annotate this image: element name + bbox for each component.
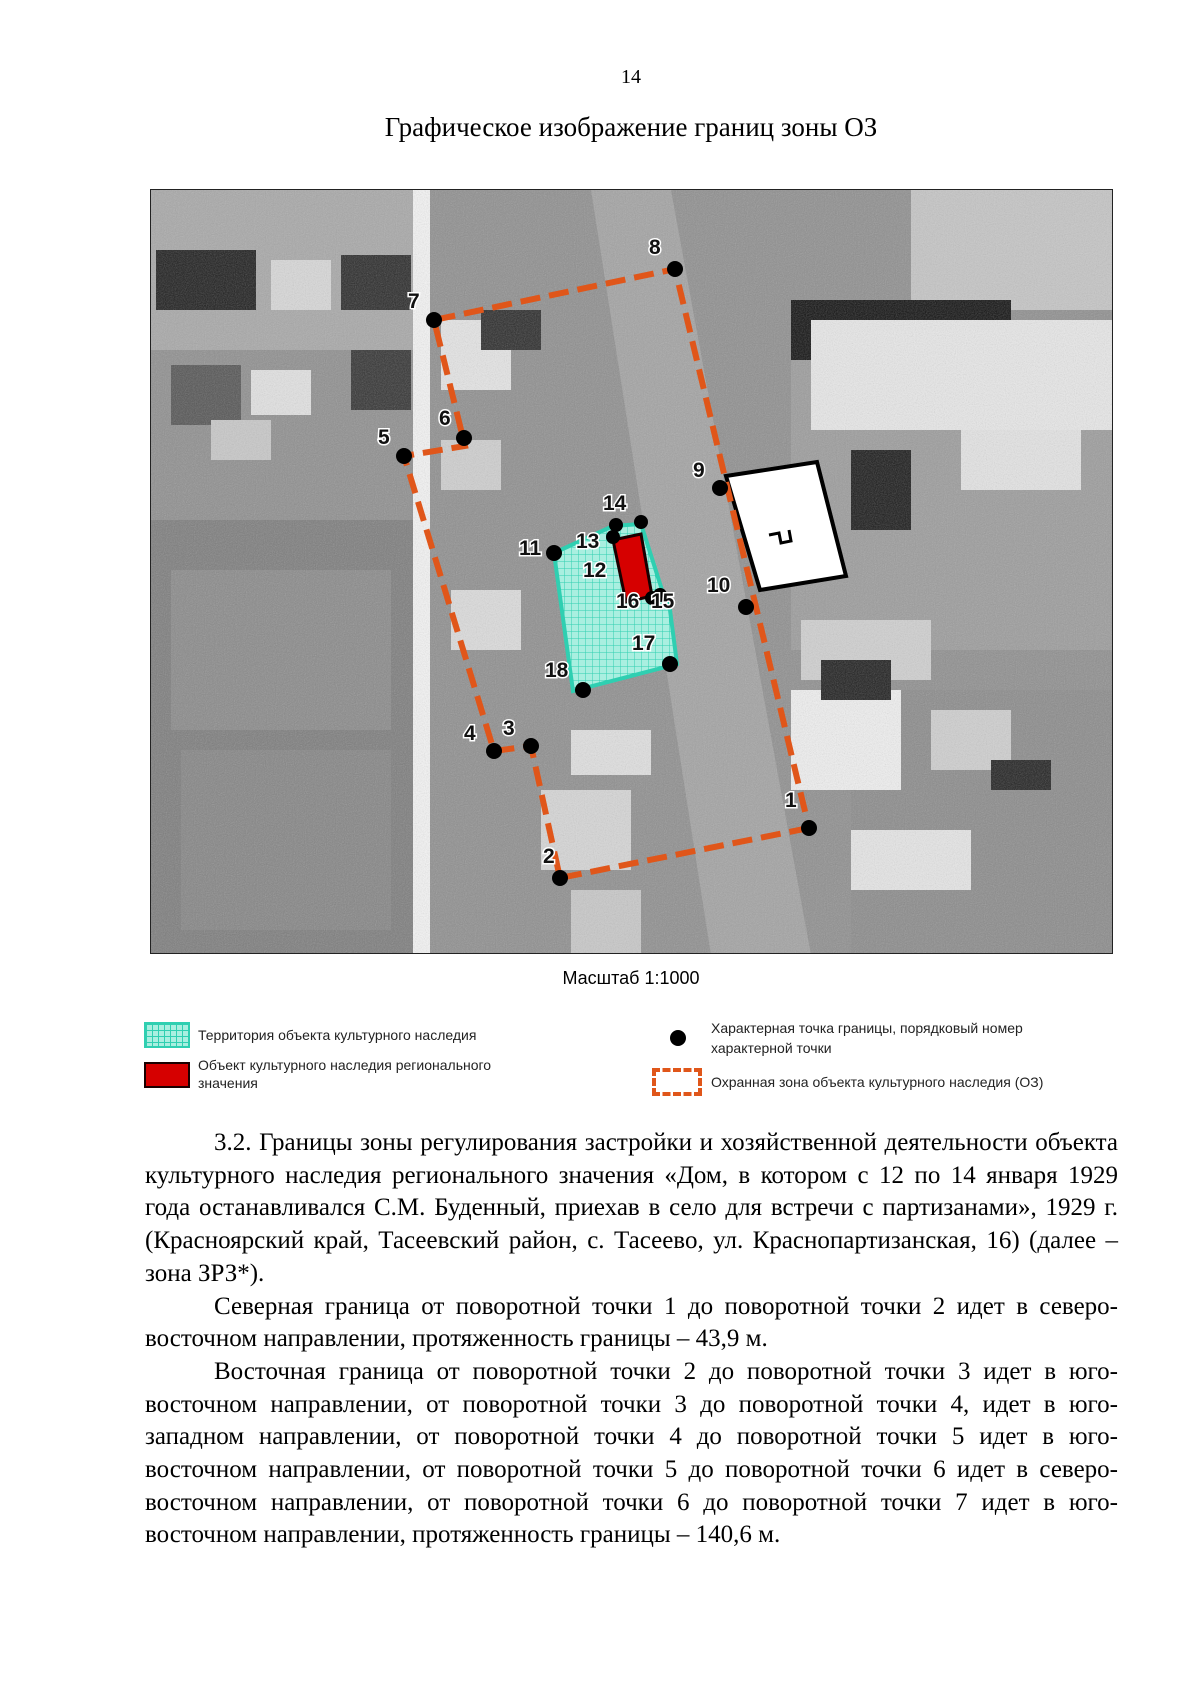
legend-zone-label: Охранная зона объекта культурного наследия (ОЗ) bbox=[711, 1074, 1044, 1090]
label-2: 2 bbox=[543, 845, 555, 868]
label-17: 17 bbox=[632, 632, 656, 655]
paragraph-3-2: 3.2. Границы зоны регулирования застройки и хозяйственной деятельности объекта культурного наследия регионального значения «Дом, в котором с 12 по 14 января 1929 года останавливался С.М. Буденный, приехав в село для встречи с партизанами», 1929 г. (Красноярский край, Тасеевский район, с. Тасеево, ул. Краснопартизанская, 16) (далее – зона ЗРЗ*). bbox=[145, 1129, 1118, 1287]
label-9: 9 bbox=[693, 459, 705, 482]
label-16: 16 bbox=[616, 590, 640, 613]
document-body bbox=[145, 1127, 1118, 1552]
label-3: 3 bbox=[503, 717, 515, 740]
label-12: 12 bbox=[583, 559, 607, 582]
legend-point-label-line1: Характерная точка границы, порядковый номер bbox=[711, 1020, 1023, 1036]
page-number: 14 bbox=[621, 66, 641, 88]
label-15: 15 bbox=[651, 590, 675, 613]
paragraph-north-boundary: Северная граница от поворотной точки 1 до поворотной точки 2 идет в северо-восточном направлении, протяженность границы – 43,9 м. bbox=[145, 1292, 1118, 1353]
legend-object-swatch bbox=[144, 1062, 190, 1088]
legend-object-label-line1: Объект культурного наследия регионального bbox=[198, 1057, 492, 1073]
legend-point-label-line2: характерной точки bbox=[711, 1040, 832, 1056]
label-7: 7 bbox=[408, 290, 420, 313]
label-14: 14 bbox=[603, 492, 627, 515]
label-1: 1 bbox=[785, 789, 797, 812]
legend-zone-swatch bbox=[652, 1068, 702, 1096]
paragraph-east-boundary: Восточная граница от поворотной точки 2 до поворотной точки 3 идет в юго-восточном направлении, от поворотной точки 3 до поворотной точки 4, идет в юго-западном направлении, от поворотной точки 4 до поворотной точки 5 идет в юго-восточном направлении, от поворотной точки 5 до поворотной точки 6 идет в северо-восточном направлении, от поворотной точки 6 до поворотной точки 7 идет в юго-восточном направлении, протяженность границы – 140,6 м. bbox=[145, 1357, 1118, 1549]
label-4: 4 bbox=[464, 722, 476, 745]
label-6: 6 bbox=[439, 407, 451, 430]
map-title: Графическое изображение границ зоны ОЗ bbox=[384, 112, 878, 142]
legend-territory-label: Территория объекта культурного наследия bbox=[198, 1027, 477, 1043]
label-18: 18 bbox=[545, 659, 569, 682]
label-10: 10 bbox=[707, 574, 731, 597]
map-scale: Масштаб 1:1000 bbox=[562, 968, 700, 988]
legend-point-swatch bbox=[670, 1030, 686, 1046]
legend-territory-swatch bbox=[144, 1022, 190, 1048]
label-8: 8 bbox=[649, 236, 661, 259]
label-11: 11 bbox=[519, 537, 542, 560]
legend-object-label-line2: значения bbox=[198, 1075, 258, 1091]
label-13: 13 bbox=[576, 530, 600, 553]
label-5: 5 bbox=[378, 426, 390, 449]
